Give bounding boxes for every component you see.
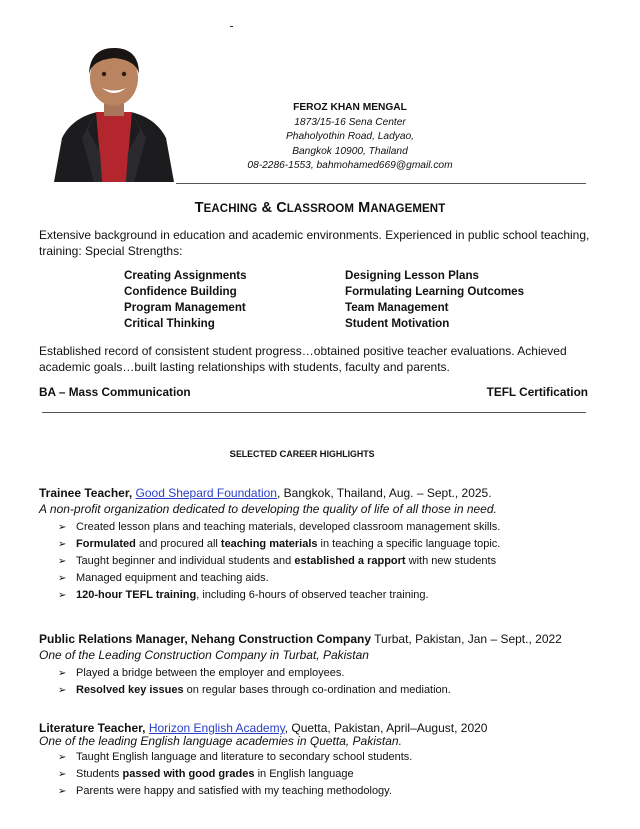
job-details: Turbat, Pakistan, Jan – Sept., 2022 <box>371 632 562 646</box>
bullet-text: Played a bridge between the employer and employees. <box>76 667 345 679</box>
arrow-bullet-icon: ➢ <box>58 668 67 679</box>
bullet-bold: passed with good grades <box>122 768 255 780</box>
section-rule <box>42 412 586 413</box>
section-title <box>0 449 604 460</box>
org-description: One of the Leading Construction Company in Turbat, Pakistan <box>39 648 369 662</box>
arrow-bullet-icon: ➢ <box>58 786 67 797</box>
headline-part: EACHING <box>203 203 258 215</box>
bullet-bold: teaching materials <box>220 538 318 550</box>
bullet-text: with new students <box>405 555 497 567</box>
strength-item: Formulating Learning Outcomes <box>345 285 525 298</box>
job-details: , Bangkok, Thailand, Aug. – Sept., 2025. <box>276 486 492 500</box>
arrow-bullet-icon: ➢ <box>58 769 67 780</box>
headline-part: M <box>354 200 371 216</box>
strength-item: Designing Lesson Plans <box>345 269 480 282</box>
bullet-bold: Formulated <box>76 538 136 550</box>
contact-block <box>235 101 465 174</box>
degree: BA – Mass Communication <box>39 385 191 399</box>
bullet-text: Students <box>76 768 123 780</box>
certification: TEFL Certification <box>486 385 588 399</box>
headline-part: T <box>194 200 204 216</box>
section-title-part: H <box>319 449 327 460</box>
strength-item: Critical Thinking <box>124 317 215 330</box>
strength-item: Student Motivation <box>345 317 450 330</box>
arrow-bullet-icon: ➢ <box>58 573 67 584</box>
section-title-part: C <box>279 449 287 460</box>
section-title-part: ELECTED <box>235 449 280 459</box>
arrow-bullet-icon: ➢ <box>58 556 67 567</box>
org-description: One of the leading English language academies in Quetta, Pakistan. <box>39 734 402 748</box>
bullet-bold: established a rapport <box>294 555 406 567</box>
bullet-text: Parents were happy and satisfied with my teaching methodology. <box>76 785 392 797</box>
job-title: Trainee Teacher, <box>39 486 133 500</box>
job-entry <box>39 631 609 663</box>
list-item <box>58 570 598 587</box>
job-bullets <box>58 665 598 699</box>
list-item <box>58 519 598 536</box>
headline-part: ANAGEMENT <box>370 203 446 215</box>
page-mark <box>230 26 233 27</box>
section-title-part: AREER <box>286 449 320 459</box>
list-item <box>58 553 598 570</box>
bullet-bold: Resolved key issues <box>76 684 184 696</box>
bullet-text: , including 6-hours of observed teacher training. <box>196 589 429 601</box>
headline-part: C <box>276 200 287 216</box>
list-item <box>58 682 598 699</box>
list-item <box>58 587 598 604</box>
headline-part: LASSROOM <box>286 203 355 215</box>
bullet-text: and procured all <box>135 538 221 550</box>
arrow-bullet-icon: ➢ <box>58 590 67 601</box>
job-title: Literature Teacher, <box>39 721 146 735</box>
arrow-bullet-icon: ➢ <box>58 539 67 550</box>
strength-item: Team Management <box>345 301 449 314</box>
bullet-text: in English language <box>254 768 354 780</box>
job-details: , Quetta, Pakistan, April–August, 2020 <box>284 721 488 735</box>
list-item <box>58 665 598 682</box>
section-title-part: IGHLIGHTS <box>326 449 375 459</box>
strengths-list <box>124 268 564 332</box>
job-heading <box>39 485 609 501</box>
job-bullets <box>58 749 598 800</box>
section-title-part: S <box>229 449 236 460</box>
profile-photo <box>52 46 176 182</box>
org-link[interactable]: Horizon English Academy <box>148 721 285 735</box>
list-item <box>58 783 598 800</box>
strength-item: Confidence Building <box>124 285 237 298</box>
job-title: Public Relations Manager, Nehang Construction Company <box>39 632 372 646</box>
headline-part: & <box>257 200 277 216</box>
job-entry <box>39 485 609 517</box>
list-item <box>58 766 598 783</box>
strength-item: Program Management <box>124 301 246 314</box>
phone-email: 08-2286-1553, bahmohamed669@gmail.com <box>247 160 453 172</box>
header-rule <box>176 183 586 184</box>
bullet-text: Created lesson plans and teaching materials, developed classroom management skills. <box>76 521 501 533</box>
strength-item: Creating Assignments <box>124 269 247 282</box>
address-line-3: Bangkok 10900, Thailand <box>292 145 408 157</box>
candidate-name: FEROZ KHAN MENGAL <box>293 102 407 113</box>
bullet-bold: 120-hour TEFL training <box>76 589 197 601</box>
bullet-text: Taught English language and literature to secondary school students. <box>76 751 413 763</box>
list-item <box>58 536 598 553</box>
org-description: A non-profit organization dedicated to developing the quality of life of all those in need. <box>39 502 497 516</box>
job-heading <box>39 631 609 647</box>
bullet-text: in teaching a specific language topic. <box>317 538 501 550</box>
address-line-2: Phaholyothin Road, Ladyao, <box>285 131 414 143</box>
arrow-bullet-icon: ➢ <box>58 685 67 696</box>
address-line-1: 1873/15-16 Sena Center <box>294 116 406 128</box>
credentials-row <box>39 385 588 399</box>
arrow-bullet-icon: ➢ <box>58 522 67 533</box>
portrait-image <box>52 46 176 182</box>
list-item <box>58 749 598 766</box>
arrow-bullet-icon: ➢ <box>58 752 67 763</box>
record-text: Established record of consistent student progress…obtained positive teacher evaluations. Achieved academic goals…built lasting relationships with students, faculty and parents. <box>39 344 567 374</box>
org-link[interactable]: Good Shepard Foundation <box>135 486 277 500</box>
bullet-text: Taught beginner and individual students and <box>76 555 295 567</box>
job-bullets <box>58 519 598 604</box>
bullet-text: on regular bases through co-ordination and mediation. <box>183 684 451 696</box>
summary-text: Extensive background in education and academic environments. Experienced in public school teaching, training: Special Strengths: <box>39 228 590 258</box>
headline <box>0 200 640 216</box>
bullet-text: Managed equipment and teaching aids. <box>76 572 269 584</box>
job-entry <box>39 720 609 749</box>
